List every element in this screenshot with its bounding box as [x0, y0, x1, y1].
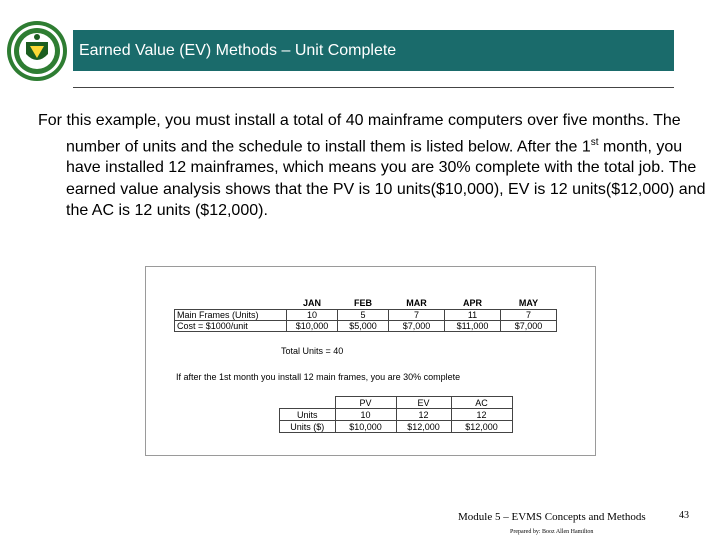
- row-label: Units: [280, 409, 336, 421]
- table-cell: $5,000: [338, 321, 389, 332]
- column-header: AC: [451, 397, 512, 409]
- table-row: [280, 409, 513, 421]
- row-label: Units ($): [280, 421, 336, 433]
- table-cell: 5: [338, 310, 389, 321]
- column-header: PV: [335, 397, 396, 409]
- example-figure: [145, 266, 596, 456]
- row-label: Main Frames (Units): [175, 310, 287, 321]
- department-seal-icon: [6, 20, 68, 82]
- page-number: 43: [679, 510, 689, 521]
- column-header: MAR: [406, 297, 427, 308]
- table-row: [175, 310, 557, 321]
- table-cell: $12,000: [396, 421, 451, 433]
- earned-value-table: [279, 396, 513, 433]
- total-units-label: Total Units = 40: [281, 346, 344, 356]
- footer-prepared-by: Prepared by: Booz Allen Hamilton: [510, 529, 594, 535]
- title-divider: [73, 87, 674, 88]
- table-cell: 10: [287, 310, 338, 321]
- table-cell: 7: [501, 310, 557, 321]
- table-cell: 12: [451, 409, 512, 421]
- table-cell: 10: [335, 409, 396, 421]
- table-cell: $10,000: [287, 321, 338, 332]
- ordinal-suffix: st: [590, 136, 599, 148]
- column-header: APR: [462, 297, 482, 308]
- column-header: FEB: [354, 297, 372, 308]
- slide-title: Earned Value (EV) Methods – Unit Complete: [79, 41, 397, 59]
- table-cell: 12: [396, 409, 451, 421]
- row-label: Cost = $1000/unit: [175, 321, 287, 332]
- completion-note: If after the 1st month you install 12 main frames, you are 30% complete: [176, 372, 461, 382]
- body-text-part2: month, you have installed 12 mainframes, which means you are 30% complete with the total job. The earned value analysis shows that the PV is 10 units($10,000), EV is 12 units($12,000) and the AC is 12 units ($12,000).: [66, 137, 706, 220]
- slide-title-bar: [73, 30, 674, 71]
- table-cell: 11: [445, 310, 501, 321]
- header-blank: [175, 296, 287, 310]
- table-cell: 7: [389, 310, 445, 321]
- body-paragraph: [38, 110, 706, 222]
- column-header: JAN: [302, 297, 321, 308]
- table-cell: $11,000: [445, 321, 501, 332]
- table-cell: $7,000: [501, 321, 557, 332]
- column-header: EV: [396, 397, 451, 409]
- header-blank: [280, 397, 336, 409]
- table-row: [175, 321, 557, 332]
- table-row: [280, 421, 513, 433]
- table-cell: $7,000: [389, 321, 445, 332]
- table-cell: $10,000: [335, 421, 396, 433]
- footer-module-title: Module 5 – EVMS Concepts and Methods: [458, 511, 646, 523]
- schedule-table: [174, 296, 557, 332]
- body-text-part1: For this example, you must install a total of 40 mainframe computers over five months. The number of units and the schedule to install them is listed below. After the 1: [38, 112, 681, 155]
- table-cell: $12,000: [451, 421, 512, 433]
- column-header: MAY: [518, 297, 539, 308]
